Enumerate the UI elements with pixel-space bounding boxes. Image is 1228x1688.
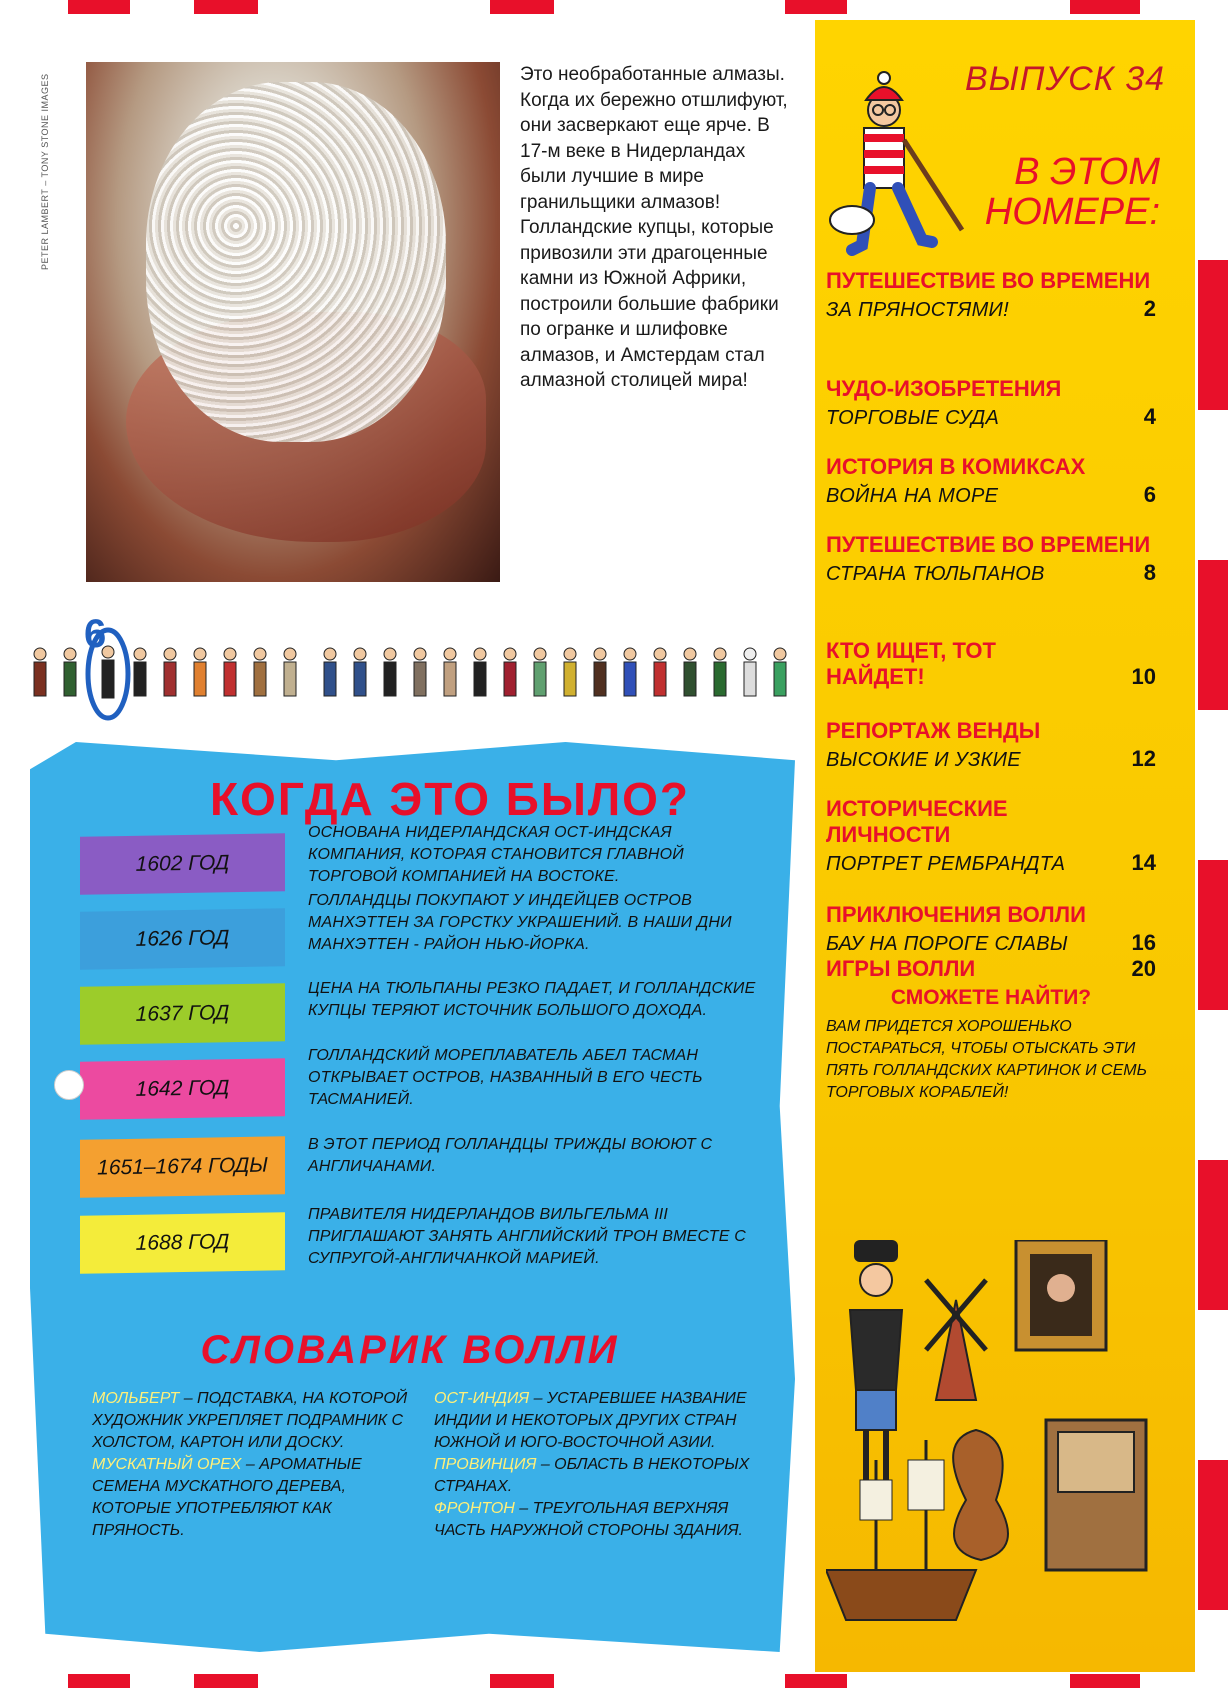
toc-subtitle: ПОРТРЕТ РЕМБРАНДТА <box>826 853 1066 875</box>
toc-page-number: 12 <box>1131 746 1156 771</box>
edge-bar <box>68 1674 130 1688</box>
toc-page-number: 20 <box>1131 956 1156 981</box>
year-tag <box>80 983 285 1045</box>
edge-bar <box>490 0 554 14</box>
sack-icon <box>953 1430 1008 1560</box>
toc-subtitle: БАУ НА ПОРОГЕ СЛАВЫ <box>826 933 1068 955</box>
timeline-marker-number: 6 <box>84 612 107 656</box>
dictionary-definition: – ОБЛАСТЬ В НЕКОТОРЫХ СТРАНАХ. <box>434 1456 750 1495</box>
edge-bar <box>785 1674 847 1688</box>
toc-page-number: 4 <box>1143 404 1156 429</box>
edge-bar <box>1198 260 1228 410</box>
toc-page-number: 8 <box>1143 560 1156 585</box>
toc-page-number: 6 <box>1143 482 1156 507</box>
toc-heading: ИСТОРИЯ В КОМИКСАХ <box>826 454 1086 479</box>
find-text: ВАМ ПРИДЕТСЯ ХОРОШЕНЬКО ПОСТАРАТЬСЯ, ЧТОБЫ ОТЫСКАТЬ ЭТИ ПЯТЬ ГОЛЛАНДСКИХ КАРТИНОК И СЕМЬ ТОРГОВЫХ КОРАБЛЕЙ! <box>826 1018 1148 1101</box>
portrait-icon <box>1016 1240 1106 1350</box>
find-title: СМОЖЕТЕ НАЙТИ? <box>890 986 1092 1009</box>
event-text: ОСНОВАНА НИДЕРЛАНДСКАЯ ОСТ-ИНДСКАЯ КОМПАНИЯ, КОТОРАЯ СТАНОВИТСЯ ГЛАВНОЙ ТОРГОВОЙ КОМПАНИЕЙ НА ВОСТОКЕ. <box>308 824 684 885</box>
dictionary-definition: – УСТАРЕВШЕЕ НАЗВАНИЕ ИНДИИ И НЕКОТОРЫХ ДРУГИХ СТРАН ЮЖНОЙ И ЮГО-ВОСТОЧНОЙ АЗИИ. <box>434 1390 747 1451</box>
year-tag <box>80 833 285 895</box>
toc-heading: КТО ИЩЕТ, ТОТ НАЙДЕТ! <box>826 638 996 689</box>
toc-subtitle: ЗА ПРЯНОСТЯМИ! <box>826 299 1009 321</box>
toc-heading: ЧУДО-ИЗОБРЕТЕНИЯ <box>826 376 1062 401</box>
year-tag <box>80 1212 285 1274</box>
toc-page-number: 10 <box>1131 664 1156 689</box>
dictionary-term: ОСТ-ИНДИЯ <box>434 1390 530 1407</box>
toc-heading: ПУТЕШЕСТВИЕ ВО ВРЕМЕНИ <box>826 532 1151 557</box>
toc-subtitle: ВЫСОКИЕ И УЗКИЕ <box>826 749 1021 771</box>
toc-subtitle: СТРАНА ТЮЛЬПАНОВ <box>826 563 1045 585</box>
edge-bar <box>1198 1460 1228 1610</box>
year-label: 1642 ГОД <box>135 1076 230 1101</box>
toc-heading: ПРИКЛЮЧЕНИЯ ВОЛЛИ <box>826 902 1086 927</box>
toc-item[interactable] <box>826 454 1156 508</box>
edge-bar <box>194 0 258 14</box>
in-this-issue-title: В ЭТОМ НОМЕРЕ: <box>984 151 1160 233</box>
toc-item[interactable] <box>826 954 1156 982</box>
dictionary-term: ПРОВИНЦИЯ <box>434 1456 537 1473</box>
diamonds-photo <box>86 62 500 582</box>
toc-subtitle: ВОЙНА НА МОРЕ <box>826 485 999 507</box>
year-label: 1626 ГОД <box>135 926 230 951</box>
event-text: В ЭТОТ ПЕРИОД ГОЛЛАНДЦЫ ТРИЖДЫ ВОЮЮТ С АНГЛИЧАНАМИ. <box>308 1136 713 1175</box>
diamonds-shape <box>146 82 446 442</box>
edge-bar <box>1070 1674 1140 1688</box>
year-label: 1651–1674 ГОДЫ <box>97 1153 268 1180</box>
windmill-icon <box>926 1280 986 1400</box>
toc-page-number: 2 <box>1143 296 1156 321</box>
edge-bar <box>1198 860 1228 1010</box>
edge-bar <box>1070 0 1140 14</box>
photo-caption: Это необработанные алмазы. Когда их бережно отшлифуют, они засверкают еще ярче. В 17-м веке в Нидерландах были лучшие в мире гранильщики алмазов! Голландские купцы, которые привозили эти драгоценные камни из Южной Африки, построили большие фабрики по огранке и шлифовке алмазов, и Амстердам стал алмазной столицей мира! <box>520 64 788 391</box>
toc-heading: ПУТЕШЕСТВИЕ ВО ВРЕМЕНИ <box>826 268 1151 293</box>
toc-heading: ИГРЫ ВОЛЛИ <box>826 956 976 981</box>
toc-heading: ИСТОРИЧЕСКИЕ ЛИЧНОСТИ <box>826 796 1008 847</box>
event-text: ПРАВИТЕЛЯ НИДЕРЛАНДОВ ВИЛЬГЕЛЬМА III ПРИГЛАШАЮТ ЗАНЯТЬ АНГЛИЙСКИЙ ТРОН ВМЕСТЕ С СУПРУГОЙ-АНГЛИЧАНКОЙ МАРИЕЙ. <box>308 1206 747 1267</box>
toc-item[interactable] <box>826 718 1156 772</box>
timeline-people-strip <box>20 626 800 726</box>
toc-subtitle: ТОРГОВЫЕ СУДА <box>826 407 1000 429</box>
event-text: ЦЕНА НА ТЮЛЬПАНЫ РЕЗКО ПАДАЕТ, И ГОЛЛАНДСКИЕ КУПЦЫ ТЕРЯЮТ ИСТОЧНИК БОЛЬШОГО ДОХОДА. <box>308 980 756 1019</box>
toc-item[interactable] <box>826 376 1156 430</box>
event-text: ГОЛЛАНДСКИЙ МОРЕПЛАВАТЕЛЬ АБЕЛ ТАСМАН ОТКРЫВАЕТ ОСТРОВ, НАЗВАННЫЙ В ЕГО ЧЕСТЬ ТАСМАНИЕЙ. <box>308 1047 703 1108</box>
toc-item[interactable] <box>826 268 1156 322</box>
dictionary-left-column <box>92 1388 422 1542</box>
toc-item[interactable] <box>826 902 1156 956</box>
year-tag <box>80 1136 285 1198</box>
toc-heading: РЕПОРТАЖ ВЕНДЫ <box>826 718 1041 743</box>
find-pictures-illustration <box>826 1240 1166 1640</box>
toc-page-number: 14 <box>1131 850 1156 875</box>
dictionary-definition: – ТРЕУГОЛЬНАЯ ВЕРХНЯЯ ЧАСТЬ НАРУЖНОЙ СТОРОНЫ ЗДАНИЯ. <box>434 1500 743 1539</box>
dictionary-right-column <box>434 1388 774 1542</box>
year-label: 1602 ГОД <box>135 851 230 876</box>
edge-bar <box>68 0 130 14</box>
photo-credit: PETER LAMBERT – TONY STONE IMAGES <box>40 73 50 270</box>
toc-page-number: 16 <box>1131 930 1156 955</box>
dictionary-term: МОЛЬБЕРТ <box>92 1390 180 1407</box>
edge-bar <box>1198 560 1228 710</box>
binder-hole <box>54 1070 84 1100</box>
toc-item[interactable] <box>826 532 1156 586</box>
dictionary-definition: – АРОМАТНЫЕ СЕМЕНА МУСКАТНОГО ДЕРЕВА, КОТОРЫЕ УПОТРЕБЛЯЮТ КАК ПРЯНОСТЬ. <box>92 1456 362 1539</box>
edge-bar <box>490 1674 554 1688</box>
issue-number: ВЫПУСК 34 <box>965 60 1166 98</box>
year-tag <box>80 1058 285 1120</box>
timeline-title: КОГДА ЭТО БЫЛО? <box>209 773 691 825</box>
event-text: ГОЛЛАНДЦЫ ПОКУПАЮТ У ИНДЕЙЦЕВ ОСТРОВ МАНХЭТТЕН ЗА ГОРСТКУ УКРАШЕНИЙ. В НАШИ ДНИ МАНХЭТТЕН - РАЙОН НЬЮ-ЙОРКА. <box>308 892 732 953</box>
toc-item[interactable] <box>826 636 1156 690</box>
edge-bar <box>785 0 847 14</box>
dictionary-term: ФРОНТОН <box>434 1500 515 1517</box>
year-label: 1688 ГОД <box>135 1230 230 1255</box>
year-label: 1637 ГОД <box>135 1001 230 1026</box>
dictionary-title: СЛОВАРИК ВОЛЛИ <box>200 1328 620 1372</box>
year-tag <box>80 908 285 970</box>
dictionary-term: МУСКАТНЫЙ ОРЕХ <box>92 1456 242 1473</box>
edge-bar <box>1198 1160 1228 1310</box>
toc-item[interactable] <box>826 796 1156 876</box>
wally-icon <box>822 70 972 270</box>
edge-bar <box>194 1674 258 1688</box>
chest-icon <box>1046 1420 1146 1570</box>
dictionary-definition: – ПОДСТАВКА, НА КОТОРОЙ ХУДОЖНИК УКРЕПЛЯЕТ ПОДРАМНИК С ХОЛСТОМ, КАРТОН ИЛИ ДОСКУ. <box>92 1390 408 1451</box>
merchant-icon <box>850 1240 902 1480</box>
